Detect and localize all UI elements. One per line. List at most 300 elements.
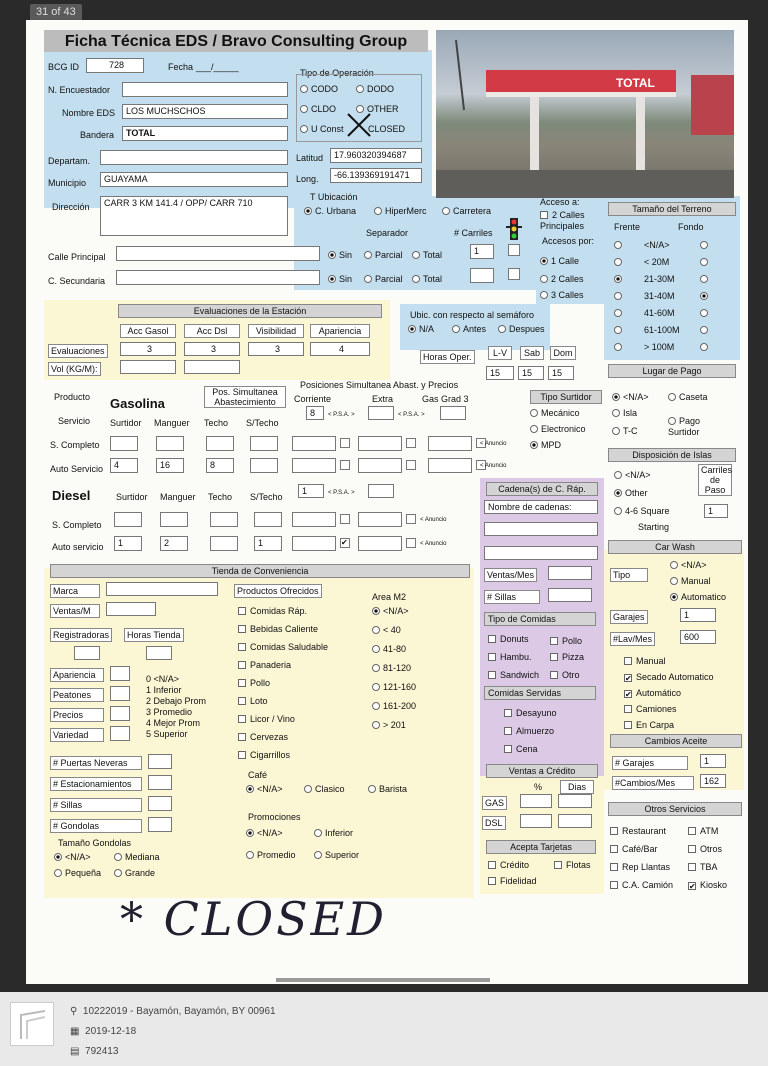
gas-col-techo: Techo [204, 418, 229, 428]
wash-check-carpa[interactable]: En Carpa [624, 720, 674, 731]
area-item-5[interactable]: 161-200 [372, 701, 416, 712]
gas-col-surtidor: Surtidor [110, 418, 142, 428]
lat-label: Latitud [296, 153, 324, 163]
carriles-paso-field[interactable]: 1 [704, 504, 728, 518]
dsl-col-techo: Techo [208, 492, 233, 502]
frente-radio-4[interactable] [614, 308, 625, 319]
dsl-price-0-0[interactable] [292, 512, 336, 527]
gas-grad3-label: Gas Grad 3 [422, 394, 469, 404]
separador-title: Separador [366, 228, 409, 238]
ventas-mes-field[interactable] [548, 566, 592, 580]
horas-sab-header: Sab [520, 346, 544, 360]
credito-pct-label: % [534, 782, 543, 792]
tamano-option-6: > 100M [644, 342, 675, 352]
servicio-label: Servicio [58, 416, 91, 426]
page-counter: 31 of 43 [30, 4, 82, 22]
tipo-operacion-title: Tipo de Operación [300, 68, 374, 78]
acceso-title: Acceso a: [540, 197, 580, 207]
document-logo [10, 1002, 54, 1046]
dsl-price-check-0-0[interactable] [340, 514, 350, 524]
departam-field[interactable] [100, 150, 288, 165]
gas-price-0-0[interactable] [292, 436, 336, 451]
lat-field[interactable]: 17.960320394687 [330, 148, 422, 163]
nombre-label: Nombre EDS [62, 108, 116, 118]
dsl-scompleto-label: S. Completo [52, 520, 102, 530]
pos-sim-header: Pos. Simultanea Abastecimiento [204, 386, 286, 408]
gas-auto-cell-2[interactable]: 8 [206, 458, 234, 473]
otro-kiosko[interactable]: ✔ Kiosko [689, 880, 728, 891]
dsl-price-check-1-0[interactable]: ✔ [340, 538, 350, 548]
frente-radio-1[interactable] [614, 257, 625, 268]
sep2-total[interactable]: Total [412, 274, 442, 285]
sep1-parcial[interactable]: Parcial [364, 250, 403, 261]
otro-restaurant[interactable]: Restaurant [610, 826, 666, 837]
credito-gas-dias[interactable] [558, 794, 592, 808]
ventas-mes-label: Ventas/Mes [484, 568, 537, 582]
gondola-mediana[interactable]: Mediana [114, 852, 160, 863]
count-field-2[interactable] [148, 796, 172, 811]
gas-grad3-sim[interactable] [440, 406, 466, 420]
ubic-carretera[interactable]: Carretera [442, 206, 491, 217]
handwritten-x-mark [346, 112, 372, 138]
carriles-paso-label: Carriles de Paso [698, 464, 732, 496]
calle-secundaria-label: C. Secundaria [48, 276, 106, 286]
cambios-mes-label: #Cambios/Mes [612, 776, 694, 790]
sep1-total[interactable]: Total [412, 250, 442, 261]
gondola-pequena[interactable]: Pequeña [54, 868, 101, 879]
cafe-na[interactable]: <N/A> [246, 784, 283, 795]
tipo-comidas-title: Tipo de Comidas [484, 612, 596, 626]
horas-oper-label: Horas Oper. [420, 350, 475, 364]
long-label: Long. [296, 174, 319, 184]
acceso-2-calles[interactable]: 2 Calles [540, 274, 584, 285]
sep1-sin[interactable]: Sin [328, 250, 352, 261]
tarjetas-title: Acepta Tarjetas [486, 840, 596, 854]
horas-sab[interactable]: 15 [518, 366, 544, 380]
bcg-id-field[interactable]: 728 [86, 58, 144, 73]
dsl-sim-2[interactable] [368, 484, 394, 498]
wash-check-manual[interactable]: Manual [624, 656, 666, 667]
credito-gas-label: GAS [482, 796, 507, 810]
carriles-field[interactable]: 1 [470, 244, 494, 259]
carriles2-field[interactable] [470, 268, 494, 283]
eval-acc-gasol-header: Acc Gasol [120, 324, 176, 338]
area-item-2[interactable]: 41-80 [372, 644, 406, 655]
dsl-sim[interactable]: 1 [298, 484, 324, 498]
frente-radio-3[interactable] [614, 291, 625, 302]
gondola-grande[interactable]: Grande [114, 868, 155, 879]
tamano-option-3: 31-40M [644, 291, 675, 301]
long-field[interactable]: -66.139369191471 [330, 168, 422, 183]
surtidor-electronico[interactable]: Electronico [530, 424, 586, 435]
op-uconst[interactable]: U Const [300, 124, 344, 135]
ubic-urbana[interactable]: C. Urbana [304, 206, 356, 217]
gas-price-1-2[interactable] [428, 458, 472, 473]
gas-price-check-1-0[interactable] [340, 460, 350, 470]
count-field-3[interactable] [148, 817, 172, 832]
fondo-radio-4[interactable] [700, 308, 711, 319]
credito-dsl-dias[interactable] [558, 814, 592, 828]
diesel-label: Diesel [52, 488, 91, 503]
dsl-price-0-1[interactable] [358, 512, 402, 527]
rating-field-2[interactable] [110, 706, 130, 721]
tipo-surtidor-title: Tipo Surtidor [530, 390, 602, 404]
dsl-col-manguer: Manguer [160, 492, 196, 502]
semaforo-despues[interactable]: Despues [498, 324, 545, 335]
producto-item-8[interactable]: Cigarrillos [238, 750, 290, 761]
scale-item-3: 3 Promedio [146, 707, 193, 717]
cambios-mes-field[interactable]: 162 [700, 774, 726, 788]
fondo-radio-5[interactable] [700, 325, 711, 336]
disposicion-title: Disposición de Islas [608, 448, 736, 462]
dsl-auto-label: Auto servicio [52, 542, 104, 552]
fondo-radio-1[interactable] [700, 257, 711, 268]
footer-id: ▤ 792413 [70, 1046, 119, 1057]
calle-principal-field[interactable] [116, 246, 320, 261]
municipio-field[interactable]: GUAYAMA [100, 172, 288, 187]
dsl-col-stecho: S/Techo [250, 492, 283, 502]
wash-check-secado[interactable]: ✔ Secado Automatico [625, 672, 714, 683]
semaforo-na[interactable]: N/A [408, 324, 434, 335]
vol-label: Vol (KG/M): [48, 362, 101, 376]
encuestador-field[interactable] [122, 82, 288, 97]
tienda-registradoras-field[interactable] [74, 646, 100, 660]
count-label-2: # Sillas [50, 798, 142, 812]
producto-item-7[interactable]: Cervezas [238, 732, 288, 743]
surtidor-mpd[interactable]: MPD [530, 440, 561, 451]
frente-radio-6[interactable] [614, 342, 625, 353]
horas-lv[interactable]: 15 [486, 366, 514, 380]
scale-item-4: 4 Mejor Prom [146, 718, 201, 728]
anuncio-gas-1: < Anuncio [480, 463, 507, 469]
tienda-registradoras-label: Registradoras [50, 628, 112, 642]
cafe-barista[interactable]: Barista [368, 784, 407, 795]
dsl-col-surtidor: Surtidor [116, 492, 148, 502]
vol-field-2[interactable] [184, 360, 240, 374]
dsl-price-check-1-1[interactable] [406, 538, 416, 548]
car-wash-garajes-field[interactable]: 1 [680, 608, 716, 622]
gas-price-check-1-1[interactable] [406, 460, 416, 470]
psa-label-2: < P.S.A. > [398, 412, 425, 418]
dsl-auto-cell-3[interactable]: 1 [254, 536, 282, 551]
frente-radio-5[interactable] [614, 325, 625, 336]
cambios-garajes-field[interactable]: 1 [700, 754, 726, 768]
disp-na[interactable]: <N/A> [614, 470, 651, 481]
producto-item-4[interactable]: Pollo [238, 678, 270, 689]
car-wash-lav-label: #Lav/Mes [610, 632, 655, 646]
car-wash-garajes-label: Garajes [610, 610, 648, 624]
cadena-2[interactable] [484, 546, 598, 560]
car-wash-lav-field[interactable]: 600 [680, 630, 716, 644]
pago-surtidor[interactable]: Pago Surtidor [668, 416, 701, 437]
sillas-label: # Sillas [484, 590, 540, 604]
bcg-id-label: BCG ID [48, 62, 80, 72]
tienda-marca-field[interactable] [106, 582, 218, 596]
cambios-title: Cambios Aceite [610, 734, 742, 748]
calendar-icon: ▦ [70, 1026, 80, 1037]
sep2-parcial[interactable]: Parcial [364, 274, 403, 285]
eval-acc-dsl-header: Acc Dsl [184, 324, 240, 338]
nombre-cadenas-label: Nombre de cadenas: [484, 500, 598, 514]
comidas-servidas-title: Comidas Servidas [484, 686, 596, 700]
area-item-1[interactable]: < 40 [372, 625, 401, 636]
carriles2-check[interactable] [508, 268, 520, 280]
surtidor-mecanico[interactable]: Mecánico [530, 408, 580, 419]
promo-promedio[interactable]: Promedio [246, 850, 296, 861]
tamano-option-2: 21-30M [644, 274, 675, 284]
cambios-garajes-label: # Garajes [612, 756, 688, 770]
wash-check-camiones[interactable]: Camiones [624, 704, 677, 715]
gas-price-1-0[interactable] [292, 458, 336, 473]
disp-square[interactable]: 4-6 Square [614, 506, 670, 517]
pago-tc[interactable]: T-C [612, 426, 638, 437]
wash-manual[interactable]: Manual [670, 576, 711, 587]
rating-field-0[interactable] [110, 666, 130, 681]
cadena-1[interactable] [484, 522, 598, 536]
area-item-4[interactable]: 121-160 [372, 682, 416, 693]
tienda-horas-label: Horas Tienda [124, 628, 184, 642]
servida-almuerzo[interactable]: Almuerzo [504, 726, 554, 737]
area-item-3[interactable]: 81-120 [372, 663, 411, 674]
eval-visibilidad[interactable]: 3 [248, 342, 304, 356]
fondo-radio-6[interactable] [700, 342, 711, 353]
credito-dias-label: Dias [560, 780, 594, 794]
rating-label-1: Peatones [50, 688, 104, 702]
tienda-ventas-field[interactable] [106, 602, 156, 616]
gas-price-1-1[interactable] [358, 458, 402, 473]
fecha-label: Fecha [168, 62, 194, 72]
direccion-field[interactable]: CARR 3 KM 141.4 / OPP/ CARR 710 [100, 196, 288, 236]
tamano-option-5: 61-100M [644, 325, 680, 335]
frente-radio-2[interactable] [614, 274, 625, 285]
eval-visibilidad-header: Visibilidad [248, 324, 304, 338]
producto-item-2[interactable]: Comidas Saludable [238, 642, 328, 653]
disp-other[interactable]: Other [614, 488, 648, 499]
producto-item-5[interactable]: Loto [238, 696, 268, 707]
comida-donuts[interactable]: Donuts [488, 634, 529, 645]
eval-acc-dsl[interactable]: 3 [184, 342, 240, 356]
dsl-auto-cell-1[interactable]: 2 [160, 536, 188, 551]
psa-label-1: < P.S.A. > [328, 412, 355, 418]
comida-sandwich[interactable]: Sandwich [488, 670, 539, 681]
servida-cena[interactable]: Cena [504, 744, 538, 755]
dsl-auto-cell-0[interactable]: 1 [114, 536, 142, 551]
otro-rep-llantas[interactable]: Rep Llantas [610, 862, 670, 873]
gas-completo-cell-3[interactable] [250, 436, 278, 451]
nombre-field[interactable]: LOS MUCHSCHOS [122, 104, 288, 119]
document-id-icon: ▤ [70, 1046, 80, 1057]
scale-item-0: 0 <N/A> [146, 674, 180, 684]
gas-completo-cell-0[interactable] [110, 436, 138, 451]
bandera-label: Bandera [80, 130, 115, 140]
direccion-label: Dirección [52, 202, 90, 212]
dsl-price-1-0[interactable] [292, 536, 336, 551]
dsl-completo-cell-2[interactable] [210, 512, 238, 527]
area-item-6[interactable]: > 201 [372, 720, 406, 731]
tamano-title: Tamaño del Terreno [608, 202, 736, 216]
rating-field-3[interactable] [110, 726, 130, 741]
pago-isla[interactable]: Isla [612, 408, 637, 419]
gas-auto-cell-0[interactable]: 4 [110, 458, 138, 473]
cafe-title: Café [248, 770, 268, 780]
acceso-1-calle[interactable]: 1 Calle [540, 256, 579, 267]
ubic-hipermerc[interactable]: HiperMerc [374, 206, 427, 217]
municipio-label: Municipio [48, 178, 87, 188]
tarjeta-credito[interactable]: Crédito [488, 860, 529, 871]
gas-extra-sim[interactable] [368, 406, 394, 420]
gas-auto-cell-1[interactable]: 16 [156, 458, 184, 473]
horas-dom-header: Dom [550, 346, 576, 360]
gondola-na[interactable]: <N/A> [54, 852, 91, 863]
gas-auto-cell-3[interactable] [250, 458, 278, 473]
rating-label-3: Variedad [50, 728, 104, 742]
psa-label-3: < P.S.A. > [328, 490, 355, 496]
tarjeta-flotas[interactable]: Flotas [554, 860, 591, 871]
pago-caseta[interactable]: Caseta [668, 392, 708, 403]
scale-item-1: 1 Inferior [146, 685, 182, 695]
tienda-marca-label: Marca [50, 584, 100, 598]
comida-otro[interactable]: Otro [550, 670, 580, 681]
eval-apariencia-header: Apariencia [310, 324, 370, 338]
carriles-label: # Carriles [454, 228, 493, 238]
tarjeta-fidelidad[interactable]: Fidelidad [488, 876, 537, 887]
eval-acc-gasol[interactable]: 3 [120, 342, 176, 356]
op-other[interactable]: OTHER [356, 104, 399, 115]
car-wash-title: Car Wash [608, 540, 742, 554]
promo-na[interactable]: <N/A> [246, 828, 283, 839]
gas-col-manguer: Manguer [154, 418, 190, 428]
cadenas-title: Cadena(s) de C. Ráp. [486, 482, 598, 496]
comida-pizza[interactable]: Pizza [550, 652, 584, 663]
lugar-pago-title: Lugar de Pago [608, 364, 736, 378]
location-pin-icon: ⚲ [70, 1006, 78, 1017]
promo-superior[interactable]: Superior [314, 850, 359, 861]
gas-col-stecho: S/Techo [246, 418, 279, 428]
fecha-field[interactable]: ___/_____ [196, 62, 239, 72]
wash-automatico[interactable]: Automatico [670, 592, 726, 603]
otro-cafe[interactable]: Café/Bar [610, 844, 658, 855]
evaluaciones-title: Evaluaciones de la Estación [118, 304, 382, 318]
carriles-check[interactable] [508, 244, 520, 256]
frente-label: Frente [614, 222, 641, 232]
extra-label: Extra [372, 394, 394, 404]
rating-field-1[interactable] [110, 686, 130, 701]
accesos-por-label: Accesos por: [542, 236, 595, 246]
producto-item-3[interactable]: Panaderia [238, 660, 291, 671]
gas-price-0-2[interactable] [428, 436, 472, 451]
op-cldo[interactable]: CLDO [300, 104, 336, 115]
acceso-3-calles[interactable]: 3 Calles [540, 290, 584, 301]
anuncio-dsl-0: < Anuncio [420, 517, 447, 523]
departam-label: Departam. [48, 156, 91, 166]
anuncio-gas-0: < Anuncio [480, 441, 507, 447]
eval-apariencia[interactable]: 4 [310, 342, 370, 356]
cafe-clasico[interactable]: Clasico [304, 784, 345, 795]
fondo-radio-2[interactable] [700, 274, 711, 285]
frente-radio-0[interactable] [614, 240, 625, 251]
encuestador-label: N. Encuestador [48, 85, 111, 95]
gas-completo-cell-1[interactable] [156, 436, 184, 451]
semaforo-title: Ubic. con respecto al semáforo [410, 310, 535, 320]
vol-field[interactable] [120, 360, 176, 374]
gondolas-title: Tamaño Gondolas [58, 838, 132, 848]
count-field-0[interactable] [148, 754, 172, 769]
gas-price-0-1[interactable] [358, 436, 402, 451]
calle-principal-label: Calle Principal [48, 252, 106, 262]
dsl-completo-cell-3[interactable] [254, 512, 282, 527]
disp-starting: Starting [638, 522, 670, 532]
dsl-completo-cell-1[interactable] [160, 512, 188, 527]
ubicacion-title: T Ubicación [310, 192, 358, 202]
acceso-calles-principales[interactable]: 2 Calles Principales [540, 210, 585, 231]
credito-dsl-label: DSL [482, 816, 506, 830]
closed-annotation: CLOSED [368, 124, 406, 134]
footer-date: ▦ 2019-12-18 [70, 1026, 137, 1037]
fondo-radio-0[interactable] [700, 240, 711, 251]
area-title: Area M2 [372, 592, 407, 602]
svg-text:TOTAL: TOTAL [616, 76, 655, 90]
gas-price-check-0-1[interactable] [406, 438, 416, 448]
tamano-option-0: <N/A> [644, 240, 670, 250]
wash-na[interactable]: <N/A> [670, 560, 707, 571]
dsl-price-1-1[interactable] [358, 536, 402, 551]
op-dodo[interactable]: DODO [356, 84, 394, 95]
op-codo[interactable]: CODO [300, 84, 338, 95]
gas-corriente-sim[interactable]: 8 [306, 406, 324, 420]
sep2-sin[interactable]: Sin [328, 274, 352, 285]
otro-atm[interactable]: ATM [688, 826, 718, 837]
evaluaciones-row-label: Evaluaciones [48, 344, 108, 358]
dsl-completo-cell-0[interactable] [114, 512, 142, 527]
calle-secundaria-field[interactable] [116, 270, 320, 285]
area-item-0[interactable]: <N/A> [372, 606, 409, 617]
horas-dom[interactable]: 15 [548, 366, 574, 380]
station-photo [436, 30, 734, 198]
producto-item-1[interactable]: Bebidas Caliente [238, 624, 318, 635]
count-field-1[interactable] [148, 775, 172, 790]
bandera-field[interactable]: TOTAL [122, 126, 288, 141]
semaforo-antes[interactable]: Antes [452, 324, 486, 335]
anuncio-dsl-1: < Anuncio [420, 541, 447, 547]
sillas-field[interactable] [548, 588, 592, 602]
tienda-ventas-label: Ventas/M [50, 604, 100, 618]
producto-item-6[interactable]: Licor / Vino [238, 714, 295, 725]
producto-item-0[interactable]: Comidas Ráp. [238, 606, 307, 617]
otro-otros[interactable]: Otros [688, 844, 722, 855]
pos-sim-precios-header: Posiciones Simultanea Abast. y Precios [300, 380, 459, 390]
scale-item-5: 5 Superior [146, 729, 188, 739]
gas-price-check-0-0[interactable] [340, 438, 350, 448]
pago-na[interactable]: <N/A> [612, 392, 649, 403]
comida-hambu[interactable]: Hambu. [488, 652, 532, 663]
dsl-price-check-0-1[interactable] [406, 514, 416, 524]
wash-check-automatico[interactable]: ✔ Automático [625, 688, 682, 699]
credito-gas-pct[interactable] [520, 794, 552, 808]
otro-tba[interactable]: TBA [688, 862, 718, 873]
otro-ca-camion[interactable]: C.A. Camión [610, 880, 673, 891]
footer-address: ⚲ 10222019 - Bayamón, Bayamón, BY 00961 [70, 1006, 276, 1017]
promo-inferior[interactable]: Inferior [314, 828, 353, 839]
gas-completo-cell-2[interactable] [206, 436, 234, 451]
dsl-auto-cell-2[interactable] [210, 536, 238, 551]
fondo-radio-3[interactable] [700, 291, 711, 302]
gas-auto-label: Auto Servicio [50, 464, 104, 474]
tienda-horas-field[interactable] [146, 646, 172, 660]
credito-dsl-pct[interactable] [520, 814, 552, 828]
servida-desayuno[interactable]: Desayuno [504, 708, 557, 719]
comida-pollo[interactable]: Pollo [550, 636, 582, 647]
car-wash-tipo-label: Tipo [610, 568, 648, 582]
